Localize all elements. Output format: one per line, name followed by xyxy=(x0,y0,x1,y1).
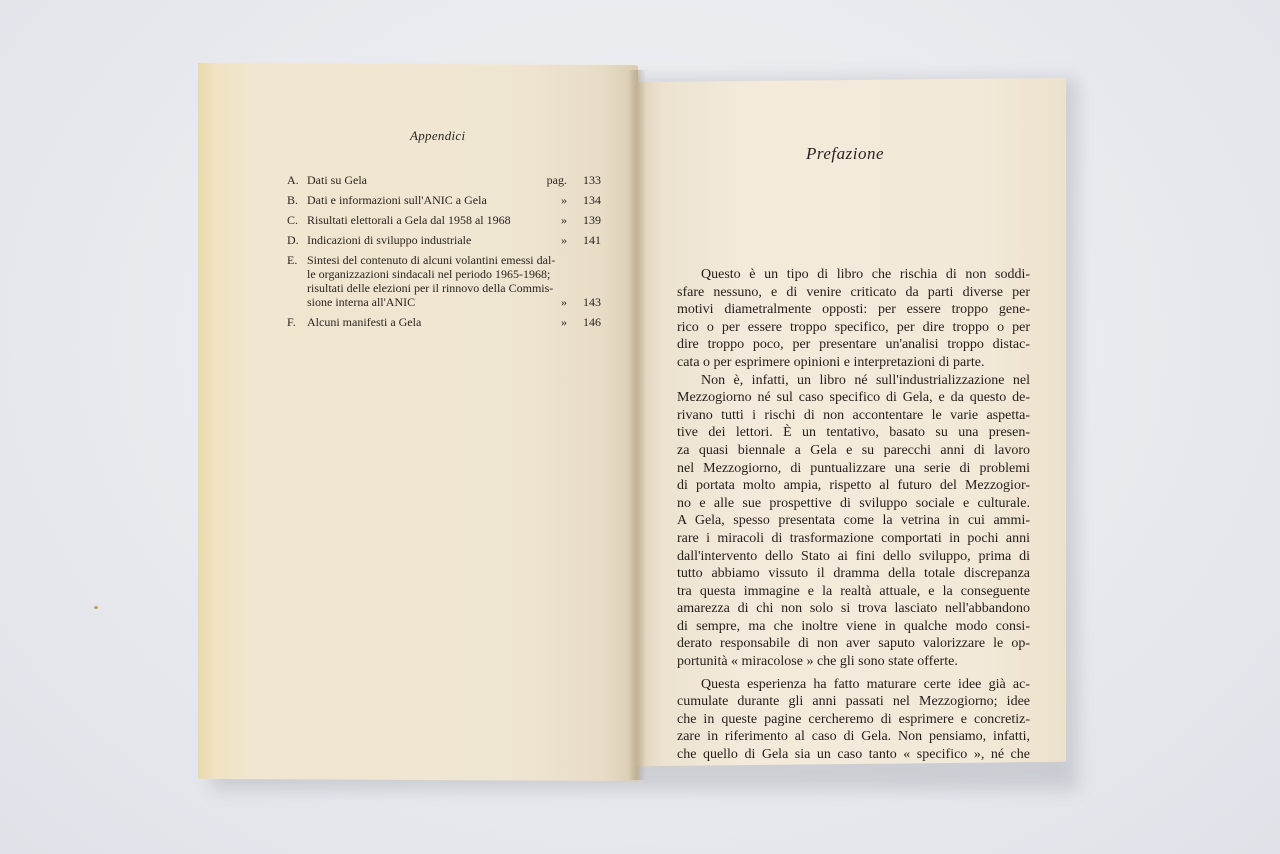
toc-entry-title-line: Sintesi del contenuto di alcuni volantini emessi dal- xyxy=(307,253,556,267)
preface-text-line: Mezzogiorno né sul caso specifico di Gela, e da questo de- xyxy=(677,390,1030,406)
preface-text-line: motivi diametralmente opposti: per essere troppo gene- xyxy=(677,302,1030,318)
toc-entry-title-line: Dati e informazioni sull'ANIC a Gela xyxy=(307,193,487,207)
toc-entry xyxy=(287,173,601,187)
preface-text-line: dall'intervento dello Stato ai fini dello sviluppo, prima di xyxy=(677,548,1030,564)
toc-entry-page-number: 143 xyxy=(583,295,601,309)
toc-entry-page-prefix: » xyxy=(561,233,567,247)
preface-text-line: za quasi biennale a Gela e su parecchi anni di lavoro xyxy=(677,442,1030,458)
toc-entry-page-number: 139 xyxy=(583,213,601,227)
preface-text-line: rico o per essere troppo specifico, per dire troppo o per xyxy=(677,319,1030,335)
toc-entry-page-prefix: » xyxy=(561,193,567,207)
preface-text-line: che in queste pagine cercheremo di esprimere e concretiz- xyxy=(677,711,1030,727)
preface-text-line: zare in riferimento al caso di Gela. Non pensiamo, infatti, xyxy=(677,729,1030,745)
preface-text-line: cumulate durante gli anni passati nel Mezzogiorno; idee xyxy=(677,694,1030,710)
toc-entry-title xyxy=(307,213,601,227)
toc-entry-title-line: le organizzazioni sindacali nel periodo 1965-1968; xyxy=(307,267,551,281)
preface-text-line: di sempre, ma che inoltre viene in qualche modo consi- xyxy=(677,618,1030,634)
preface-text-line: no e alle sue prospettive di sviluppo sociale e culturale. xyxy=(677,495,1030,511)
toc-entry-page-number: 146 xyxy=(583,315,601,329)
preface-text-line: cata o per esprimere opinioni e interpretazioni di parte. xyxy=(677,354,985,370)
toc-entry-title xyxy=(307,253,601,309)
toc-entry-page-prefix: » xyxy=(561,295,567,309)
book-gutter xyxy=(628,70,646,780)
toc-entry-page-number: 134 xyxy=(583,193,601,207)
toc-entry-title-line: Dati su Gela xyxy=(307,173,367,187)
toc-entry xyxy=(287,253,601,309)
toc-entry-title-line: risultati delle elezioni per il rinnovo della Commis- xyxy=(307,281,554,295)
toc-entry-title-line: Indicazioni di sviluppo industriale xyxy=(307,233,472,247)
preface-text-line: dire troppo poco, per presentare un'analisi troppo distac- xyxy=(677,337,1030,353)
preface-text-line: tutto abbiamo vissuto il dramma della totale discrepanza xyxy=(677,566,1030,582)
preface-text-line: tra questa immagine e la realtà attuale, e la conseguente xyxy=(677,583,1030,599)
appendix-table-of-contents xyxy=(287,173,601,335)
preface-text-line: Questo è un tipo di libro che rischia di non soddi- xyxy=(701,267,1030,282)
toc-entry xyxy=(287,193,601,207)
toc-entry-page-number: 141 xyxy=(583,233,601,247)
toc-entry-letter: D. xyxy=(287,233,299,247)
toc-entry-page-prefix: » xyxy=(561,315,567,329)
chapter-title: Prefazione xyxy=(805,144,885,163)
toc-entry-page-prefix: » xyxy=(561,213,567,227)
toc-entry-title-line: Alcuni manifesti a Gela xyxy=(307,315,422,329)
toc-entry-title xyxy=(307,193,601,207)
toc-entry-letter: E. xyxy=(287,253,298,267)
toc-entry-letter: B. xyxy=(287,193,299,207)
table-speck xyxy=(94,606,98,609)
preface-text-line: rivano tutti i rischi di non accontentare le varie aspetta- xyxy=(677,407,1030,423)
toc-entry-letter: F. xyxy=(287,315,296,329)
toc-entry-letter: A. xyxy=(287,173,299,187)
toc-entry-title-line: sione interna all'ANIC xyxy=(307,295,416,309)
preface-text-line: derato responsabile di non aver saputo valorizzare le op- xyxy=(677,636,1030,652)
preface-text-line: portunità « miracolose » che gli sono state offerte. xyxy=(677,654,958,670)
toc-entry-title-line: Risultati elettorali a Gela dal 1958 al 1968 xyxy=(307,213,511,227)
toc-entry xyxy=(287,233,601,247)
left-page xyxy=(198,63,638,781)
toc-entry-page-number: 133 xyxy=(583,173,601,187)
preface-text-line: rare i miracoli di trasformazione comportati in pochi anni xyxy=(677,530,1030,546)
preface-text-line: sfare nessuno, e di venire criticato da parti diverse per xyxy=(677,284,1030,300)
preface-text-line: tive dei lettori. È un tentativo, basato su una presen- xyxy=(677,425,1030,441)
preface-text-line: A Gela, spesso presentata come la vetrina in cui ammi- xyxy=(677,513,1030,529)
preface-text-line: che quello di Gela sia un caso tanto « specifico », né che xyxy=(677,747,1030,763)
toc-entry-title xyxy=(307,315,601,329)
preface-body-text xyxy=(677,266,1030,764)
preface-text-line: Questa esperienza ha fatto maturare certe idee già ac- xyxy=(701,676,1030,692)
toc-entry-letter: C. xyxy=(287,213,299,227)
toc-entry xyxy=(287,213,601,227)
preface-text-line: amarezza di chi non solo si trova lasciato nell'abbandono xyxy=(677,601,1030,617)
toc-entry-page-prefix: pag. xyxy=(546,173,567,187)
running-head: Appendici xyxy=(410,128,466,143)
toc-entry xyxy=(287,315,601,329)
preface-text-line: nel Mezzogiorno, di puntualizzare una serie di problemi xyxy=(677,460,1030,476)
preface-text-line: di portata molto ampia, rispetto al futuro del Mezzogior- xyxy=(677,478,1030,494)
preface-text-line: Non è, infatti, un libro né sull'industrializzazione nel xyxy=(701,372,1030,388)
toc-entry-title xyxy=(307,233,601,247)
